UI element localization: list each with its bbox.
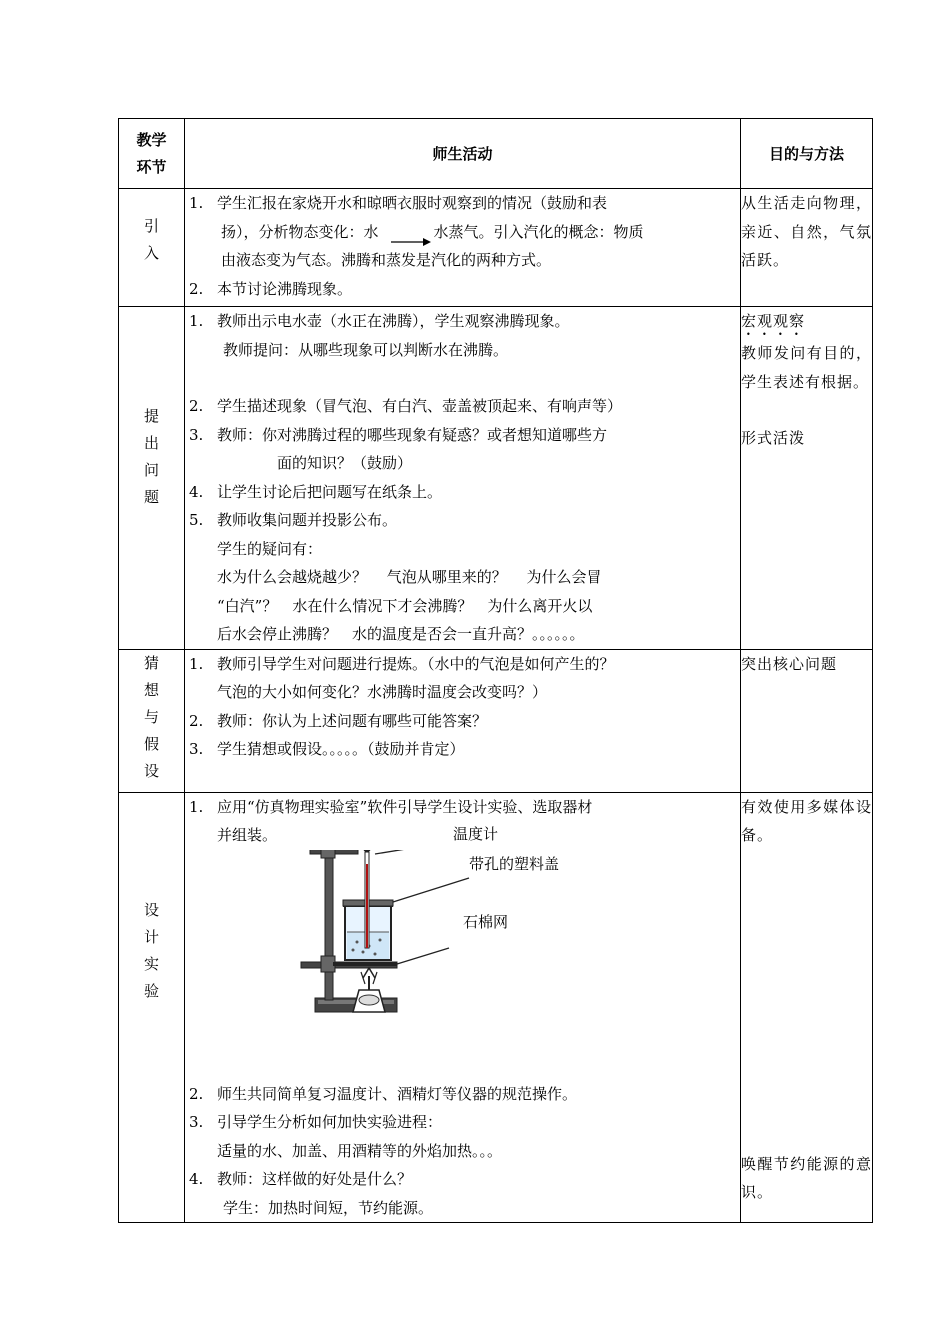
item-number: 4. bbox=[189, 1170, 204, 1188]
item-text: 教师：你认为上述问题有哪些可能答案？ bbox=[217, 711, 488, 730]
header-stage-line: 教学 bbox=[136, 130, 167, 149]
list-item bbox=[185, 307, 740, 364]
header-activity: 师生活动 bbox=[185, 119, 741, 189]
item-number: 4. bbox=[189, 482, 204, 501]
item-text: 引导学生分析如何加快实验进程： bbox=[217, 1113, 443, 1131]
label-lid: 带孔的塑料盖 bbox=[469, 854, 560, 873]
list-item bbox=[185, 392, 740, 421]
stage-char: 实 bbox=[143, 954, 159, 973]
purpose-text: 形式活泼 bbox=[741, 429, 806, 447]
item-text: 教师出示电水壶（水正在沸腾），学生观察沸腾现象。 bbox=[217, 312, 570, 330]
activity-question bbox=[185, 307, 741, 650]
item-text: 让学生讨论后把问题写在纸条上。 bbox=[217, 482, 443, 501]
item-text: 水蒸气。引入汽化的概念：物质 bbox=[433, 222, 644, 241]
item-text: 由液态变为气态。沸腾和蒸发是汽化的两种方式。 bbox=[221, 251, 552, 269]
header-purpose: 目的与方法 bbox=[741, 119, 873, 189]
table-header-row bbox=[119, 119, 873, 189]
activity-intro bbox=[185, 189, 741, 307]
purpose-intro: 从生活走向物理，亲近、自然，气氛活跃。 bbox=[741, 189, 873, 307]
right-arrow-icon bbox=[391, 228, 431, 238]
table-row-hypothesis bbox=[119, 649, 873, 792]
item-number: 2. bbox=[189, 711, 204, 730]
purpose-question bbox=[741, 307, 873, 650]
stage-char: 出 bbox=[143, 434, 159, 452]
list-item bbox=[185, 1080, 740, 1109]
item-text: 气泡的大小如何变化？水沸腾时温度会改变吗？） bbox=[217, 683, 548, 701]
item-text: 学生：加热时间短，节约能源。 bbox=[223, 1198, 434, 1217]
item-number: 1. bbox=[189, 312, 204, 330]
header-stage bbox=[119, 119, 185, 189]
stage-char: 提 bbox=[143, 407, 159, 425]
stage-char: 引 bbox=[143, 217, 159, 235]
item-number: 3. bbox=[189, 1113, 204, 1131]
purpose-text: 唤醒节约能源的意识。 bbox=[741, 1154, 872, 1201]
item-number: 3. bbox=[189, 740, 204, 758]
stage-char: 问 bbox=[143, 461, 159, 479]
item-number: 1. bbox=[189, 797, 204, 816]
table-row-question bbox=[119, 307, 873, 650]
item-text: 教师：这样做的好处是什么？ bbox=[217, 1170, 413, 1188]
stage-char: 设 bbox=[143, 761, 159, 780]
activity-hypothesis bbox=[185, 649, 741, 792]
purpose-text: 宏观观察 bbox=[741, 312, 806, 330]
item-text: 师生共同简单复习温度计、酒精灯等仪器的规范操作。 bbox=[217, 1084, 578, 1103]
lesson-plan-table bbox=[118, 118, 873, 1223]
item-text: 学生猜想或假设。。。。。（鼓励并肯定） bbox=[217, 740, 465, 758]
stage-char: 入 bbox=[143, 244, 159, 262]
item-text: 本节讨论沸腾现象。 bbox=[217, 279, 353, 298]
purpose-hypothesis: 突出核心问题 bbox=[741, 649, 873, 792]
item-text: 面的知识？（鼓励） bbox=[277, 454, 413, 472]
question-text: 后水会停止沸腾？ 水的温度是否会一直升高？。。。。。。 bbox=[217, 625, 585, 643]
question-text: 水为什么会越烧越少？ 气泡从哪里来的？ 为什么会冒 bbox=[217, 568, 602, 586]
stage-intro bbox=[119, 189, 185, 307]
stage-char: 验 bbox=[143, 981, 159, 1000]
item-text: 扬），分析物态变化：水 bbox=[221, 222, 379, 241]
item-text: 学生的疑问有： bbox=[217, 539, 323, 558]
header-stage-line: 环节 bbox=[136, 157, 167, 176]
list-item bbox=[185, 707, 740, 736]
list-item bbox=[185, 478, 740, 507]
list-item bbox=[185, 650, 740, 707]
stage-char: 猜 bbox=[143, 653, 159, 672]
item-text: 并组装。 bbox=[217, 826, 278, 844]
item-text: 教师：你对沸腾过程的哪些现象有疑惑？或者想知道哪些方 bbox=[217, 425, 608, 444]
list-item bbox=[185, 189, 740, 275]
stage-hypothesis bbox=[119, 649, 185, 792]
item-text: 学生描述现象（冒气泡、有白汽、壶盖被顶起来、有响声等） bbox=[217, 397, 623, 415]
item-text: 教师引导学生对问题进行提炼。（水中的气泡是如何产生的？ bbox=[217, 654, 615, 673]
item-text: 适量的水、加盖、用酒精等的外焰加热。。。 bbox=[217, 1141, 503, 1160]
stage-char: 题 bbox=[143, 488, 159, 506]
boiling-apparatus-figure bbox=[185, 850, 725, 1080]
item-number: 3. bbox=[189, 425, 204, 444]
question-text: “白汽”？ 水在什么情况下才会沸腾？ 为什么离开火以 bbox=[217, 596, 593, 615]
list-item bbox=[185, 275, 740, 304]
item-number: 2. bbox=[189, 397, 204, 415]
item-number: 5. bbox=[189, 511, 204, 529]
purpose-design bbox=[741, 792, 873, 1223]
label-gauze: 石棉网 bbox=[463, 912, 509, 931]
table-row-design bbox=[119, 792, 873, 1223]
purpose-text: 教师发问有目的，学生表述有根据。 bbox=[741, 344, 872, 391]
list-item bbox=[185, 1108, 740, 1165]
stage-char: 计 bbox=[143, 927, 159, 946]
item-text: 教师提问：从哪些现象可以判断水在沸腾。 bbox=[223, 340, 509, 359]
item-text: 应用“仿真物理实验室”软件引导学生设计实验、选取器材 bbox=[217, 797, 593, 816]
activity-design bbox=[185, 792, 741, 1223]
label-thermometer: 温度计 bbox=[453, 824, 499, 843]
item-number: 1. bbox=[189, 194, 204, 212]
list-item bbox=[185, 735, 740, 764]
item-text: 教师收集问题并投影公布。 bbox=[217, 511, 398, 529]
list-item bbox=[185, 506, 740, 649]
list-item bbox=[185, 421, 740, 478]
item-number: 1. bbox=[189, 654, 204, 673]
stage-design bbox=[119, 792, 185, 1223]
stage-char: 想 bbox=[143, 680, 159, 699]
stage-char: 设 bbox=[143, 900, 159, 919]
item-number: 2. bbox=[189, 1084, 204, 1103]
list-item bbox=[185, 1165, 740, 1222]
item-text: 学生汇报在家烧开水和晾晒衣服时观察到的情况（鼓励和表 bbox=[217, 194, 608, 212]
stage-char: 与 bbox=[143, 707, 159, 726]
item-number: 2. bbox=[189, 279, 204, 298]
table-row-intro bbox=[119, 189, 873, 307]
purpose-text: 有效使用多媒体设备。 bbox=[741, 797, 872, 844]
stage-char: 假 bbox=[143, 734, 159, 753]
stage-question bbox=[119, 307, 185, 650]
lesson-plan-page bbox=[118, 118, 872, 1217]
